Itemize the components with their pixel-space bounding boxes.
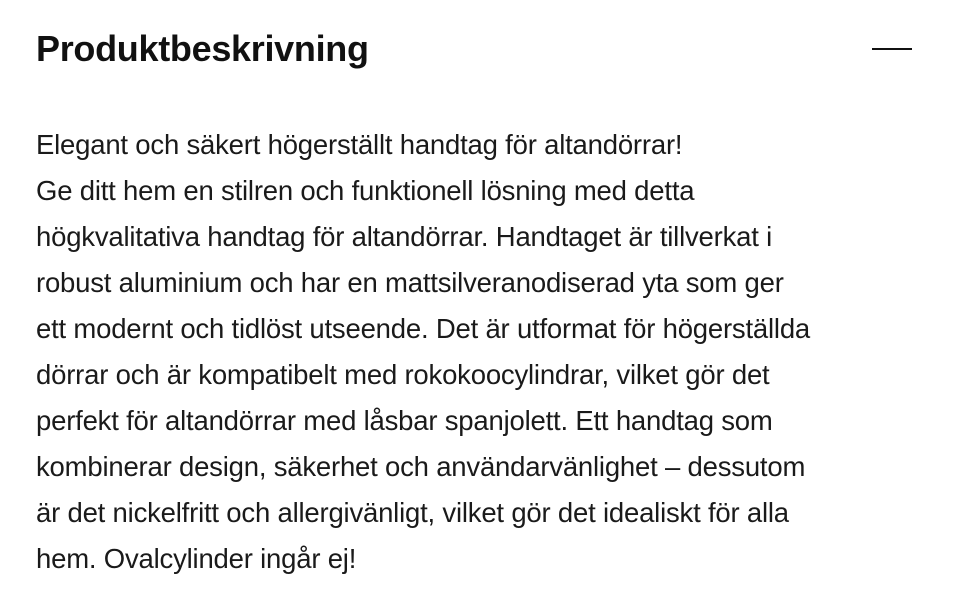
description-line: Elegant och säkert högerställt handtag för altandörrar! (36, 129, 683, 160)
collapse-button[interactable] (870, 27, 914, 71)
section-title: Produktbeskrivning (36, 28, 369, 69)
description-line: hem. Ovalcylinder ingår ej! (36, 543, 357, 574)
description-line: dörrar och är kompatibelt med rokokoocylindrar, vilket gör det (36, 359, 770, 390)
description-line: robust aluminium och har en mattsilveranodiserad yta som ger (36, 267, 784, 298)
description-line: ett modernt och tidlöst utseende. Det är utformat för högerställda (36, 313, 811, 344)
description-line: kombinerar design, säkerhet och användarvänlighet – dessutom (36, 451, 806, 482)
description-line: perfekt för altandörrar med låsbar spanjolett. Ett handtag som (36, 405, 773, 436)
description-line: högkvalitativa handtag för altandörrar. Handtaget är tillverkat i (36, 221, 773, 252)
accordion-header[interactable] (36, 22, 924, 76)
description-line: är det nickelfritt och allergivänligt, vilket gör det idealiskt för alla (36, 497, 789, 528)
description-body (36, 122, 936, 582)
description-line: Ge ditt hem en stilren och funktionell lösning med detta (36, 175, 695, 206)
minus-icon (872, 48, 912, 50)
